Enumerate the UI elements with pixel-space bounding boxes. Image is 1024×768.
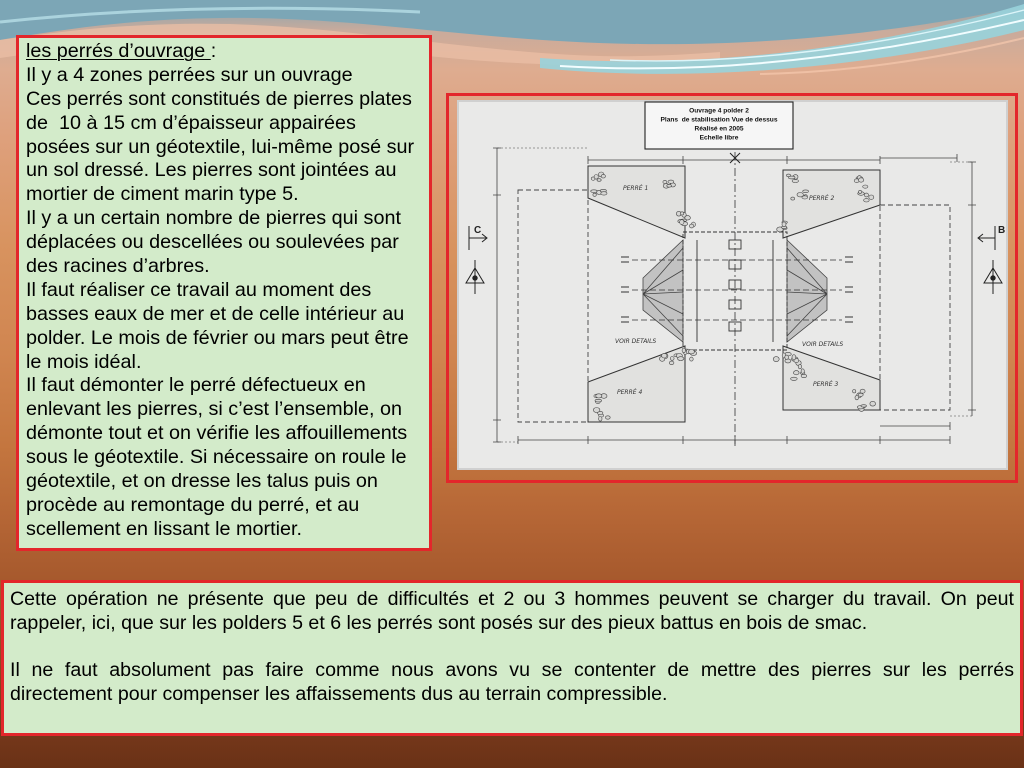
left-text-line: mortier de ciment marin type 5. xyxy=(26,183,299,206)
left-text-line: posées sur un géotextile, lui-même posé sur xyxy=(26,135,415,158)
section-label-b: B xyxy=(998,225,1006,236)
paragraph-spacer xyxy=(10,635,1014,659)
rubble-stone xyxy=(599,417,602,422)
left-text-line: démonte tout et on vérifie les affouillements xyxy=(26,422,408,445)
title-block-line: Plans de stabilisation Vue de dessus xyxy=(660,116,778,124)
rubble-stone xyxy=(858,190,861,193)
rubble-stone xyxy=(668,180,674,183)
title-block-line: Echelle libre xyxy=(699,134,739,142)
title-block-line: Ouvrage 4 polder 2 xyxy=(689,107,749,115)
left-text-line: Il y a 4 zones perrées sur un ouvrage xyxy=(26,63,353,86)
rubble-stone xyxy=(794,371,800,375)
title-block xyxy=(645,102,793,149)
rubble-stone xyxy=(690,357,694,361)
rubble-stone xyxy=(601,174,605,178)
bottom-text-box xyxy=(1,580,1023,736)
bottom-paragraph xyxy=(10,588,1014,635)
rubble-stone xyxy=(682,348,685,353)
left-text-line: scellement en lissant le mortier. xyxy=(26,517,302,540)
left-text-line: basses eaux de mer et de celle intérieur au xyxy=(26,302,405,325)
rubble-stone xyxy=(680,220,684,225)
bottom-text-line: Cette opération ne présente que peu de difficultés et 2 ou 3 hommes peuvent se charger du travail. On peut xyxy=(10,588,1014,610)
rubble-stone xyxy=(688,350,694,354)
rubble-stone xyxy=(802,196,808,199)
left-text-line: des racines d’arbres. xyxy=(26,255,210,278)
perre-4-label: PERRÉ 4 xyxy=(617,389,643,396)
rubble-stone xyxy=(792,180,798,183)
rubble-stone xyxy=(863,185,868,188)
left-text-line: procède au remontage du perré, et au xyxy=(26,493,360,516)
rubble-stone xyxy=(785,355,789,359)
left-text-box xyxy=(16,35,432,551)
rubble-stone xyxy=(870,401,876,406)
left-text-line: polder. Le mois de février ou mars peut être xyxy=(26,326,409,349)
rubble-stone xyxy=(791,377,798,380)
rubble-stone xyxy=(798,364,801,368)
rubble-stone xyxy=(860,389,865,393)
rubble-stone xyxy=(601,192,607,195)
bottom-text-line: Il ne faut absolument pas faire comme nous avons vu se contenter de mettre des pierres sur les perrés xyxy=(10,659,1014,682)
rubble-stone xyxy=(597,179,601,182)
perre-3-label: PERRÉ 3 xyxy=(813,381,839,388)
rubble-stone xyxy=(855,395,859,399)
rubble-stone xyxy=(801,369,804,374)
left-text-line: Il faut démonter le perré défectueux en xyxy=(26,374,366,397)
rubble-stone xyxy=(669,361,674,365)
rubble-stone xyxy=(678,357,684,361)
rubble-stone xyxy=(787,174,791,177)
perre-1-label: PERRÉ 1 xyxy=(623,185,649,192)
title-block-line: Réalisé en 2005 xyxy=(694,125,744,133)
rubble-stone xyxy=(773,357,779,362)
perre-2-label: PERRÉ 2 xyxy=(809,195,835,202)
rubble-stone xyxy=(864,193,868,197)
rubble-stone xyxy=(593,408,600,413)
left-text-line: Il y a un certain nombre de pierres qui sont xyxy=(26,207,401,230)
rubble-stone xyxy=(853,390,856,393)
rubble-stone xyxy=(591,190,597,193)
left-heading-title: les perrés d’ouvrage xyxy=(26,40,211,62)
rubble-stone xyxy=(667,184,672,187)
left-text-line: déplacées ou descellées ou soulevées par xyxy=(26,231,399,254)
rubble-stone xyxy=(663,180,667,183)
bottom-text-line: directement pour compenser les affaissements dus au terrain compressible. xyxy=(10,682,668,705)
elevation-dot xyxy=(473,276,477,280)
rubble-stone xyxy=(791,197,795,200)
left-text-line: un sol dressé. Les pierres sont jointées au xyxy=(26,159,397,182)
left-text-line: géotextile, et on dresse les talus puis on xyxy=(26,470,378,493)
left-text-line: enlevant les pierres, si c’est l’ensemble, on xyxy=(26,398,403,421)
rubble-stone xyxy=(869,195,874,199)
rubble-stone xyxy=(782,222,786,227)
rubble-stone xyxy=(689,224,693,228)
left-text-line: Il faut réaliser ce travail au moment des xyxy=(26,278,372,301)
rubble-stone xyxy=(858,393,863,396)
section-label-c: C xyxy=(474,225,482,236)
bottom-text-line: rappeler, ici, que sur les polders 5 et 6 les perrés sont posés sur des pieux battus en bois de smac. xyxy=(10,611,868,634)
voir-details-label-left: VOIR DETAILS xyxy=(615,338,657,345)
rubble-stone xyxy=(685,216,691,220)
left-text-line: le mois idéal. xyxy=(26,350,142,373)
left-text-line: sous le géotextile. Si nécessaire on roule le xyxy=(26,446,407,469)
rubble-stone xyxy=(593,193,596,196)
rubble-stone xyxy=(858,178,863,182)
bottom-paragraph xyxy=(10,659,1014,706)
stabilisation-plan-drawing xyxy=(457,100,1008,470)
rubble-stone xyxy=(864,199,870,202)
rubble-stone xyxy=(605,416,610,419)
left-heading-colon: : xyxy=(210,40,217,62)
voir-details-label-right: VOIR DETAILS xyxy=(802,341,844,348)
rubble-stone xyxy=(680,212,683,215)
left-text-line: de 10 à 15 cm d’épaisseur appairées xyxy=(26,111,356,134)
left-text-line: Ces perrés sont constitués de pierres plates xyxy=(26,87,412,110)
rubble-stone xyxy=(596,394,602,398)
rubble-stone xyxy=(792,355,796,360)
rubble-stone xyxy=(861,405,867,407)
rubble-stone xyxy=(594,175,598,180)
rubble-stone xyxy=(803,190,809,193)
rubble-stone xyxy=(670,357,674,361)
rubble-stone xyxy=(595,399,602,402)
elevation-dot xyxy=(991,276,995,280)
rubble-stone xyxy=(801,374,807,377)
rubble-stone xyxy=(662,353,667,358)
left-heading xyxy=(26,40,429,64)
